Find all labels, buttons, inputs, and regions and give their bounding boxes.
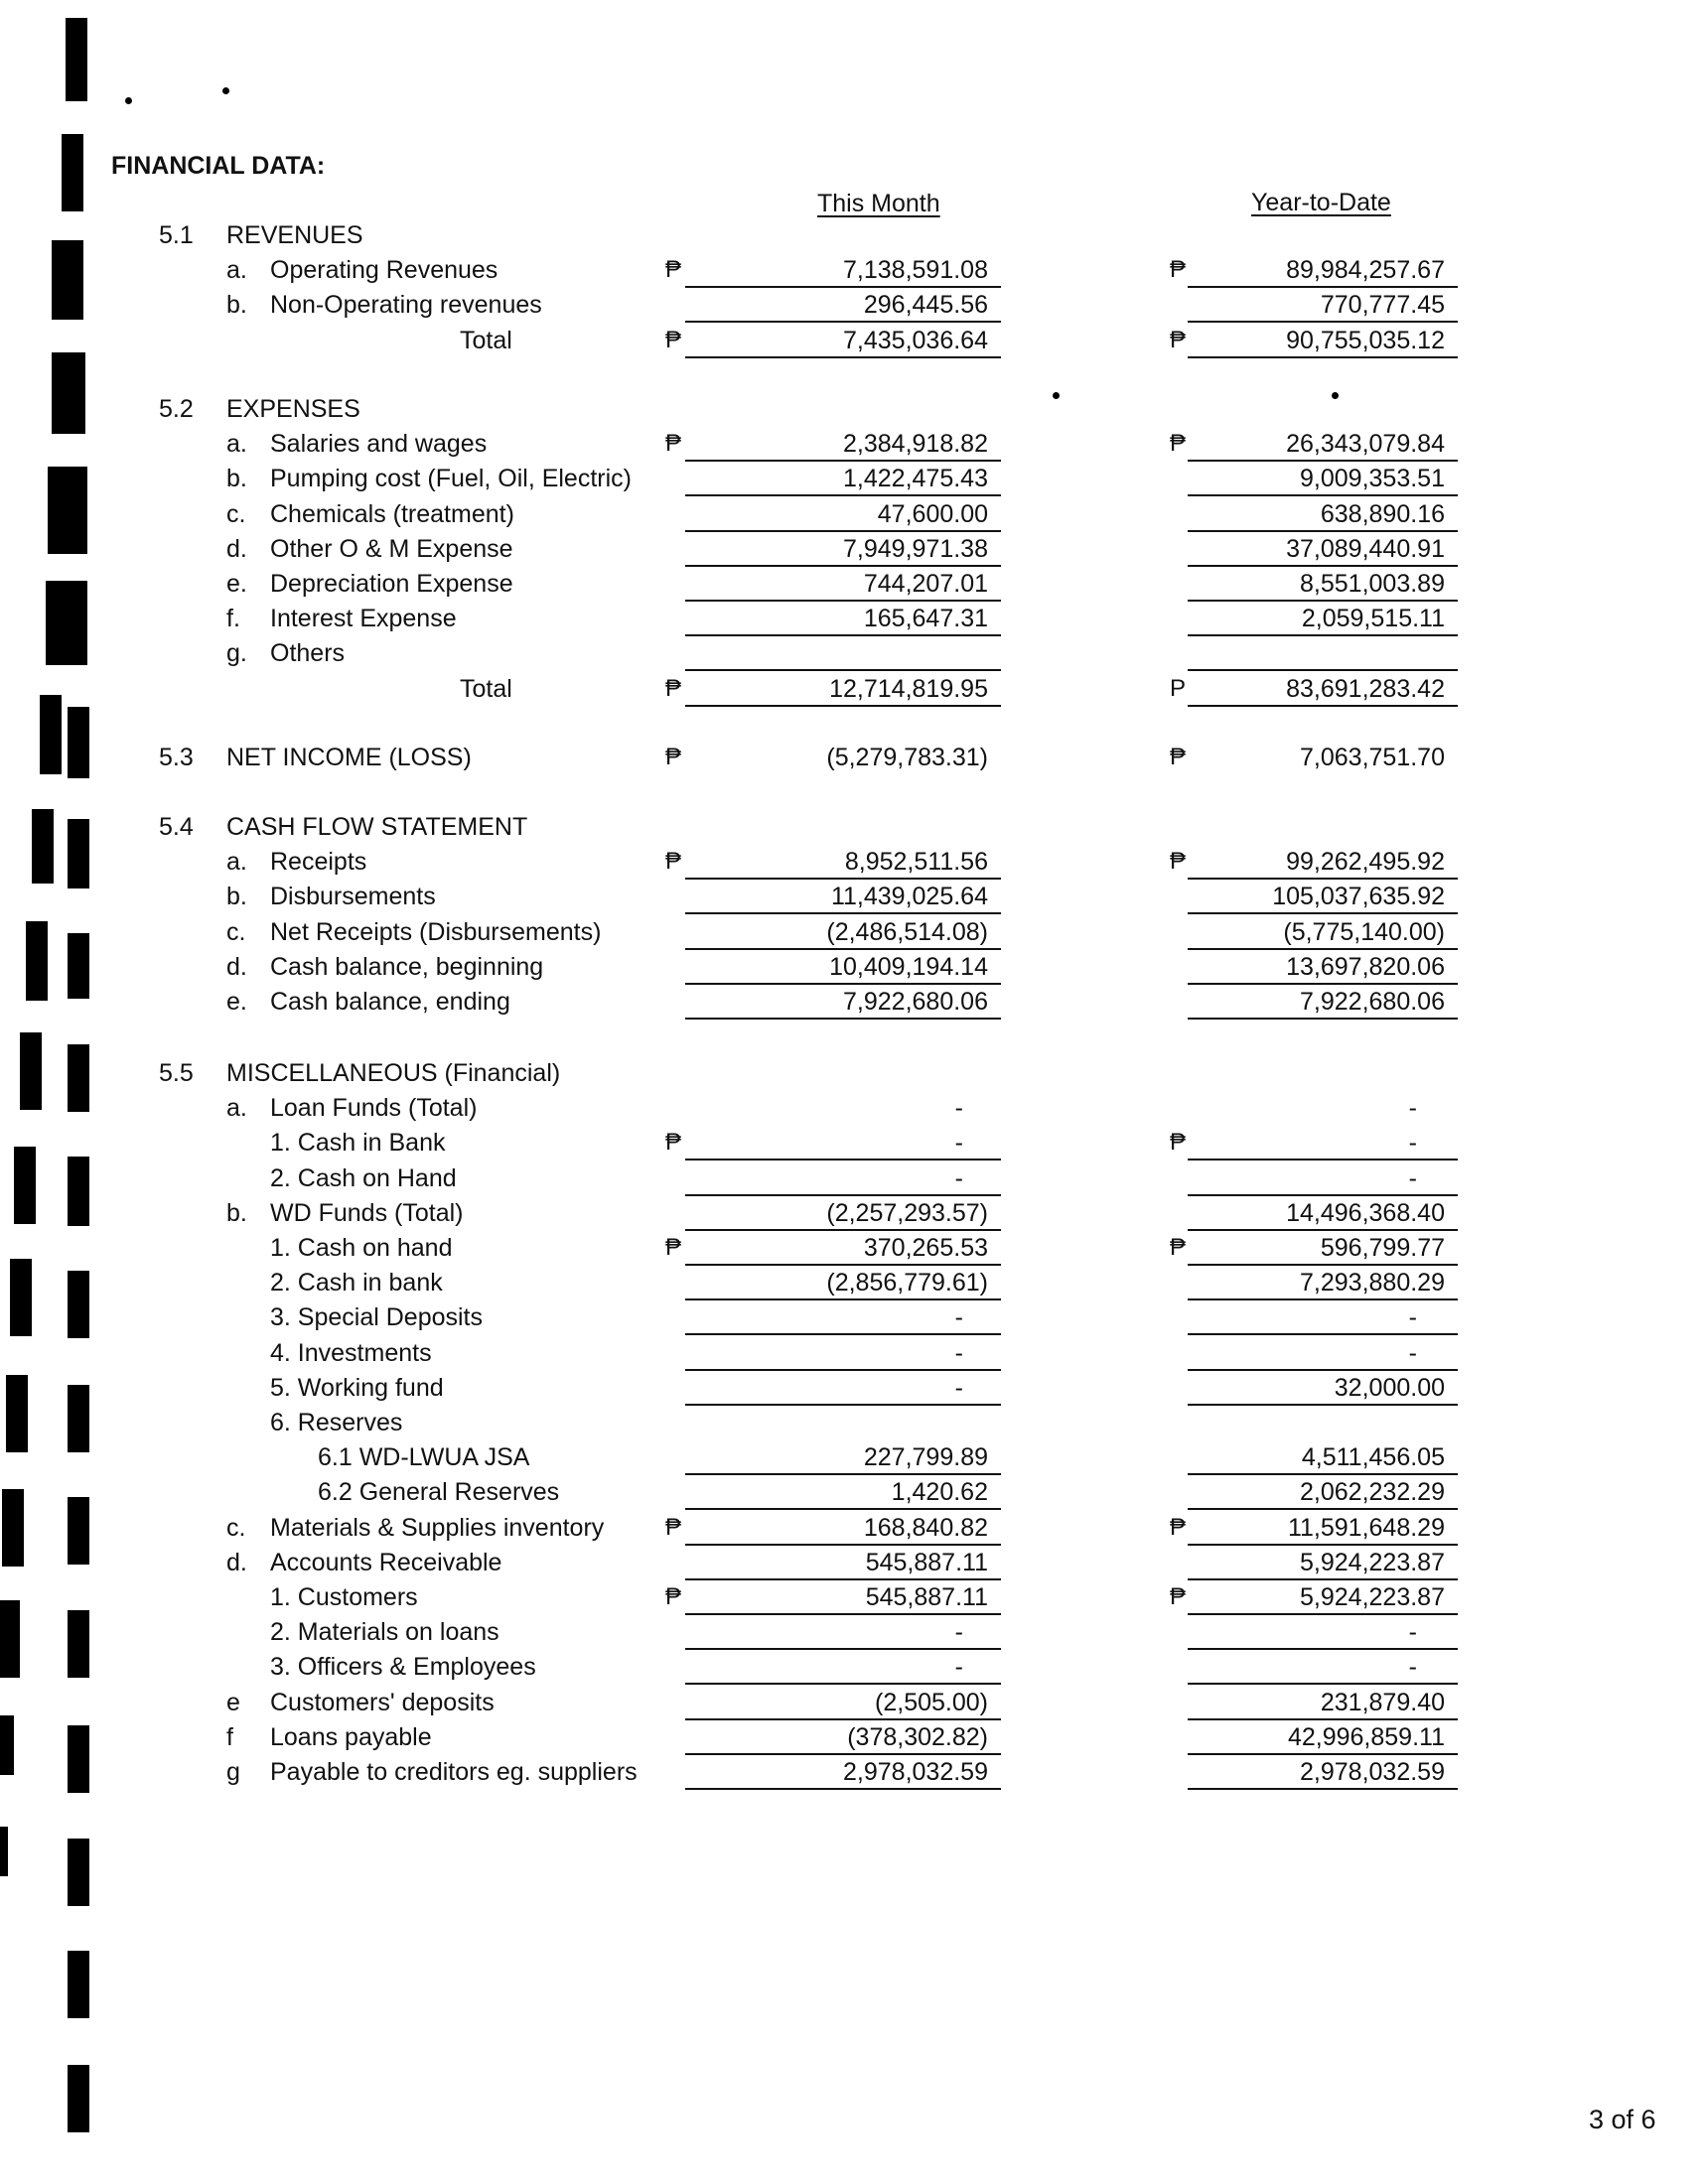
value-underline — [685, 1194, 1001, 1196]
year-to-date-value: 7,063,751.70 — [1300, 744, 1445, 771]
value-underline — [685, 1578, 1001, 1580]
total-underline — [1188, 356, 1458, 358]
value-underline — [1188, 1648, 1458, 1650]
value-underline — [685, 600, 1001, 602]
row-label: 6.1 WD-LWUA JSA — [318, 1443, 530, 1472]
this-month-value: 296,445.56 — [863, 291, 988, 320]
value-underline — [685, 1369, 1001, 1371]
currency-sign: ₱ — [665, 326, 682, 353]
year-to-date-value: 89,984,257.67 — [1286, 256, 1445, 285]
row-letter: a. — [226, 848, 247, 877]
this-month-value: 1,420.62 — [891, 1478, 988, 1507]
scan-dot — [1053, 392, 1060, 399]
value-underline — [685, 1508, 1001, 1510]
value-underline — [1188, 1683, 1458, 1685]
binder-mark — [68, 2065, 89, 2132]
value-underline — [685, 1264, 1001, 1266]
row-label: Payable to creditors eg. suppliers — [270, 1758, 638, 1786]
year-to-date-value: 8,551,003.89 — [1300, 570, 1445, 598]
currency-sign: ₱ — [665, 674, 682, 702]
year-to-date-value: 638,890.16 — [1320, 499, 1445, 528]
value-underline — [685, 1718, 1001, 1720]
value-underline — [1188, 1788, 1458, 1790]
value-underline — [1188, 321, 1458, 323]
currency-sign: ₱ — [1170, 326, 1187, 353]
value-underline — [685, 669, 1001, 671]
this-month-value: 168,840.82 — [863, 1513, 988, 1542]
value-underline — [1188, 565, 1458, 567]
value-underline — [1188, 1018, 1458, 1020]
this-month-value: 2,978,032.59 — [843, 1758, 988, 1786]
currency-sign: ₱ — [665, 430, 682, 458]
this-month-value: - — [954, 1653, 963, 1682]
binder-mark — [68, 707, 89, 778]
year-to-date-value: 5,924,223.87 — [1300, 1548, 1445, 1576]
value-underline — [1188, 1333, 1458, 1335]
section-number: 5.1 — [159, 221, 194, 249]
value-underline — [685, 1229, 1001, 1231]
year-to-date-value: 90,755,035.12 — [1286, 326, 1445, 354]
section-title: MISCELLANEOUS (Financial) — [226, 1059, 561, 1087]
row-label: Customers' deposits — [270, 1688, 495, 1716]
row-letter: b. — [226, 465, 247, 493]
row-label: 3. Officers & Employees — [270, 1653, 536, 1682]
value-underline — [685, 1613, 1001, 1615]
section-number: 5.5 — [159, 1059, 194, 1087]
currency-sign: ₱ — [1170, 1234, 1187, 1261]
binder-mark — [0, 1715, 14, 1775]
this-month-value: 47,600.00 — [877, 499, 988, 528]
year-to-date-value: - — [1408, 1618, 1417, 1647]
row-letter: e. — [226, 988, 247, 1016]
year-to-date-value: 13,697,820.06 — [1286, 952, 1445, 981]
this-month-value: (2,486,514.08) — [826, 917, 988, 946]
section-number: 5.2 — [159, 395, 194, 423]
currency-sign: ₱ — [665, 744, 682, 770]
scan-dot — [222, 87, 229, 94]
year-to-date-value: - — [1408, 1303, 1417, 1332]
this-month-value: 165,647.31 — [863, 605, 988, 633]
value-underline — [685, 494, 1001, 496]
section-title: CASH FLOW STATEMENT — [226, 813, 528, 841]
year-to-date-value: 4,511,456.05 — [1301, 1443, 1445, 1472]
this-month-value: 7,922,680.06 — [843, 988, 988, 1016]
binder-mark — [0, 1600, 20, 1678]
value-underline — [1188, 912, 1458, 914]
row-label: Non-Operating revenues — [270, 291, 542, 320]
binder-mark — [40, 695, 62, 774]
value-underline — [685, 1298, 1001, 1300]
currency-sign: ₱ — [665, 1234, 682, 1261]
binder-mark — [6, 1375, 28, 1452]
row-label: WD Funds (Total) — [270, 1198, 464, 1227]
binder-mark — [66, 18, 87, 101]
binder-mark — [68, 1839, 89, 1906]
value-underline — [1188, 1264, 1458, 1266]
row-letter: d. — [226, 952, 247, 981]
value-underline — [1188, 878, 1458, 880]
this-month-value: - — [954, 1163, 963, 1192]
row-letter: d. — [226, 1548, 247, 1576]
this-month-value: 8,952,511.56 — [844, 848, 988, 877]
row-label: Net Receipts (Disbursements) — [270, 917, 602, 946]
currency-sign: ₱ — [665, 1129, 682, 1157]
binder-mark — [68, 1497, 89, 1565]
value-underline — [685, 286, 1001, 288]
this-month-value: - — [954, 1618, 963, 1647]
currency-sign: P — [1170, 674, 1187, 702]
binder-mark — [68, 1610, 89, 1678]
row-label: 2. Cash on Hand — [270, 1163, 457, 1192]
this-month-value: 7,435,036.64 — [843, 326, 988, 354]
row-letter: a. — [226, 256, 247, 285]
binder-mark — [68, 1157, 89, 1226]
row-label: Chemicals (treatment) — [270, 499, 514, 528]
this-month-value: 11,439,025.64 — [830, 883, 988, 911]
value-underline — [685, 634, 1001, 636]
row-label: 2. Cash in bank — [270, 1269, 443, 1297]
row-letter: b. — [226, 1198, 247, 1227]
this-month-value: - — [954, 1303, 963, 1332]
this-month-value: 7,949,971.38 — [843, 534, 988, 563]
section-number: 5.3 — [159, 744, 194, 771]
this-month-value: 12,714,819.95 — [829, 674, 988, 703]
binder-mark — [68, 933, 89, 999]
year-to-date-value: 11,591,648.29 — [1287, 1513, 1445, 1542]
binder-mark — [52, 352, 85, 434]
row-letter: b. — [226, 883, 247, 911]
value-underline — [1188, 460, 1458, 462]
value-underline — [1188, 1369, 1458, 1371]
this-month-value: - — [954, 1373, 963, 1402]
page-number: 3 of 6 — [1589, 2105, 1656, 2134]
this-month-value: 545,887.11 — [865, 1548, 988, 1576]
row-label: Loan Funds (Total) — [270, 1094, 478, 1123]
row-letter: a. — [226, 430, 247, 459]
row-letter: d. — [226, 534, 247, 563]
row-label: Disbursements — [270, 883, 436, 911]
year-to-date-value: - — [1408, 1338, 1417, 1367]
currency-sign: ₱ — [665, 1513, 682, 1541]
scan-dot — [1332, 392, 1339, 399]
value-underline — [685, 1333, 1001, 1335]
binder-mark — [26, 921, 48, 1001]
year-to-date-value: - — [1408, 1653, 1417, 1682]
year-to-date-value: 32,000.00 — [1334, 1373, 1445, 1402]
value-underline — [1188, 494, 1458, 496]
row-letter: b. — [226, 291, 247, 320]
this-month-value: - — [954, 1094, 963, 1123]
value-underline — [685, 912, 1001, 914]
row-label: 4. Investments — [270, 1338, 432, 1367]
this-month-value: (5,279,783.31) — [826, 744, 988, 771]
year-to-date-value: 2,059,515.11 — [1301, 605, 1445, 633]
this-month-value: 7,138,591.08 — [843, 256, 988, 285]
row-letter: f. — [226, 605, 240, 633]
value-underline — [685, 321, 1001, 323]
year-to-date-value: - — [1408, 1094, 1417, 1123]
year-to-date-value: 2,062,232.29 — [1300, 1478, 1445, 1507]
binder-mark — [14, 1147, 36, 1224]
this-month-value: - — [954, 1338, 963, 1367]
row-letter: c. — [226, 917, 246, 946]
currency-sign: ₱ — [665, 848, 682, 876]
binder-mark — [68, 1725, 89, 1793]
row-label: Cash balance, beginning — [270, 952, 544, 981]
value-underline — [685, 530, 1001, 532]
value-underline — [1188, 948, 1458, 950]
binder-mark — [68, 819, 89, 888]
year-to-date-value: 7,293,880.29 — [1300, 1269, 1445, 1297]
value-underline — [1188, 634, 1458, 636]
value-underline — [1188, 1544, 1458, 1546]
currency-sign: ₱ — [1170, 1129, 1187, 1157]
section-title: NET INCOME (LOSS) — [226, 744, 472, 771]
binder-mark — [20, 1032, 42, 1110]
row-label: 6.2 General Reserves — [318, 1478, 560, 1507]
binder-mark — [10, 1259, 32, 1336]
row-label: 3. Special Deposits — [270, 1303, 484, 1332]
row-label: Other O & M Expense — [270, 534, 513, 563]
row-letter: a. — [226, 1094, 247, 1123]
row-label: Operating Revenues — [270, 256, 498, 285]
row-label: Pumping cost (Fuel, Oil, Electric) — [270, 465, 632, 493]
row-letter: c. — [226, 1513, 246, 1542]
year-to-date-value: 596,799.77 — [1320, 1234, 1445, 1262]
value-underline — [1188, 1298, 1458, 1300]
value-underline — [685, 460, 1001, 462]
year-to-date-value: 9,009,353.51 — [1300, 465, 1445, 493]
value-underline — [1188, 1753, 1458, 1755]
year-to-date-value: 2,978,032.59 — [1300, 1758, 1445, 1786]
value-underline — [685, 1788, 1001, 1790]
value-underline — [685, 948, 1001, 950]
binder-mark — [46, 581, 87, 665]
year-to-date-value: - — [1408, 1163, 1417, 1192]
value-underline — [1188, 1194, 1458, 1196]
value-underline — [685, 1544, 1001, 1546]
column-header-this-month: This Month — [817, 190, 940, 217]
year-to-date-value: (5,775,140.00) — [1283, 917, 1445, 946]
total-underline — [685, 705, 1001, 707]
binder-mark — [68, 1951, 89, 2018]
row-label: 2. Materials on loans — [270, 1618, 499, 1647]
value-underline — [685, 1404, 1001, 1406]
binder-mark — [68, 1044, 89, 1112]
row-label: Others — [270, 639, 346, 668]
row-label: 1. Customers — [270, 1583, 418, 1611]
value-underline — [685, 565, 1001, 567]
this-month-value: 370,265.53 — [863, 1234, 988, 1262]
row-label: Salaries and wages — [270, 430, 488, 459]
value-underline — [1188, 1404, 1458, 1406]
value-underline — [685, 1648, 1001, 1650]
year-to-date-value: - — [1408, 1129, 1417, 1158]
row-label: Cash balance, ending — [270, 988, 510, 1016]
total-label: Total — [460, 674, 512, 703]
page-heading: FINANCIAL DATA: — [111, 152, 326, 180]
currency-sign: ₱ — [1170, 848, 1187, 876]
binder-mark — [2, 1489, 24, 1567]
value-underline — [1188, 1613, 1458, 1615]
scan-dot — [125, 97, 132, 104]
currency-sign: ₱ — [1170, 1583, 1187, 1610]
value-underline — [1188, 1473, 1458, 1475]
section-title: EXPENSES — [226, 395, 360, 423]
value-underline — [1188, 1159, 1458, 1160]
row-label: Materials & Supplies inventory — [270, 1513, 605, 1542]
year-to-date-value: 7,922,680.06 — [1300, 988, 1445, 1016]
value-underline — [685, 1683, 1001, 1685]
binder-mark — [62, 134, 83, 211]
row-letter: f — [226, 1722, 233, 1751]
binder-mark — [32, 809, 54, 884]
year-to-date-value: 14,496,368.40 — [1286, 1198, 1445, 1227]
this-month-value: 744,207.01 — [863, 570, 988, 598]
this-month-value: 2,384,918.82 — [843, 430, 988, 459]
value-underline — [1188, 600, 1458, 602]
this-month-value: (2,505.00) — [875, 1688, 988, 1716]
this-month-value: 545,887.11 — [865, 1583, 988, 1611]
row-label: 1. Cash in Bank — [270, 1129, 446, 1158]
currency-sign: ₱ — [665, 1583, 682, 1610]
value-underline — [685, 878, 1001, 880]
row-label: Depreciation Expense — [270, 570, 513, 598]
row-letter: c. — [226, 499, 246, 528]
binder-mark — [52, 240, 83, 320]
this-month-value: - — [954, 1129, 963, 1158]
year-to-date-value: 770,777.45 — [1320, 291, 1445, 320]
year-to-date-value: 231,879.40 — [1320, 1688, 1445, 1716]
value-underline — [1188, 1578, 1458, 1580]
row-label: Accounts Receivable — [270, 1548, 502, 1576]
currency-sign: ₱ — [665, 256, 682, 284]
year-to-date-value: 105,037,635.92 — [1272, 883, 1445, 911]
section-number: 5.4 — [159, 813, 194, 841]
row-label: Receipts — [270, 848, 367, 877]
value-underline — [1188, 1229, 1458, 1231]
binder-mark — [68, 1385, 89, 1452]
currency-sign: ₱ — [1170, 430, 1187, 458]
value-underline — [685, 1473, 1001, 1475]
value-underline — [1188, 1718, 1458, 1720]
binder-mark — [68, 1271, 89, 1338]
currency-sign: ₱ — [1170, 1513, 1187, 1541]
this-month-value: 1,422,475.43 — [843, 465, 988, 493]
year-to-date-value: 42,996,859.11 — [1287, 1722, 1445, 1751]
row-letter: e — [226, 1688, 240, 1716]
total-underline — [1188, 705, 1458, 707]
year-to-date-value: 26,343,079.84 — [1286, 430, 1445, 459]
row-label: 1. Cash on hand — [270, 1234, 453, 1262]
row-label: Interest Expense — [270, 605, 457, 633]
year-to-date-value: 37,089,440.91 — [1286, 534, 1445, 563]
binder-mark — [0, 1827, 8, 1876]
this-month-value: 10,409,194.14 — [829, 952, 988, 981]
this-month-value: (378,302.82) — [847, 1722, 988, 1751]
year-to-date-value: 99,262,495.92 — [1286, 848, 1445, 877]
row-letter: g. — [226, 639, 247, 668]
total-underline — [685, 356, 1001, 358]
year-to-date-value: 5,924,223.87 — [1300, 1583, 1445, 1611]
value-underline — [685, 1753, 1001, 1755]
value-underline — [1188, 669, 1458, 671]
value-underline — [685, 983, 1001, 985]
row-label: 6. Reserves — [270, 1409, 403, 1436]
value-underline — [1188, 530, 1458, 532]
section-title: REVENUES — [226, 221, 363, 249]
total-label: Total — [460, 326, 512, 354]
this-month-value: 227,799.89 — [863, 1443, 988, 1472]
this-month-value: (2,856,779.61) — [826, 1269, 988, 1297]
value-underline — [685, 1018, 1001, 1020]
row-label: Loans payable — [270, 1722, 432, 1751]
currency-sign: ₱ — [1170, 744, 1187, 770]
row-letter: e. — [226, 570, 247, 598]
currency-sign: ₱ — [1170, 256, 1187, 284]
year-to-date-value: 83,691,283.42 — [1286, 674, 1445, 703]
value-underline — [1188, 983, 1458, 985]
value-underline — [1188, 1508, 1458, 1510]
this-month-value: (2,257,293.57) — [826, 1198, 988, 1227]
binder-mark — [48, 467, 87, 554]
column-header-year-to-date: Year-to-Date — [1251, 189, 1391, 216]
value-underline — [1188, 286, 1458, 288]
value-underline — [685, 1159, 1001, 1160]
row-letter: g — [226, 1758, 240, 1786]
row-label: 5. Working fund — [270, 1373, 444, 1402]
